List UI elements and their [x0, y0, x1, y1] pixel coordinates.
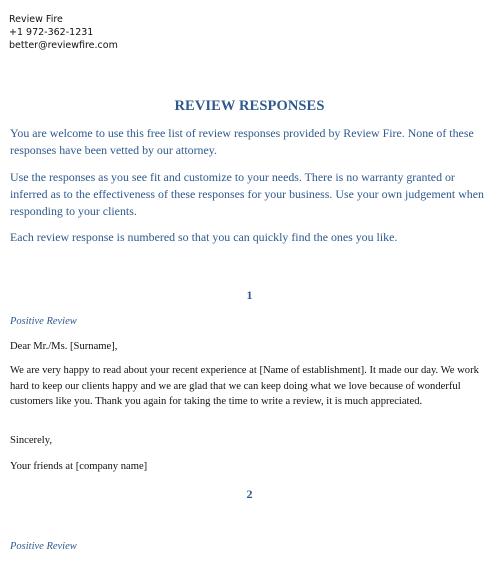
- intro-paragraph-3: Each review response is numbered so that you can quickly find the ones you like.: [10, 230, 398, 244]
- company-phone: +1 972-362-1231: [9, 27, 94, 38]
- company-email: better@reviewfire.com: [9, 40, 118, 51]
- company-name: Review Fire: [9, 14, 63, 25]
- response-greeting: Dear Mr./Ms. [Surname],: [10, 341, 118, 352]
- response-type: Positive Review: [10, 316, 77, 327]
- response-closing: Sincerely,: [10, 435, 52, 446]
- contact-block: [9, 13, 118, 52]
- document-title: REVIEW RESPONSES: [174, 98, 325, 114]
- response-type: Positive Review: [10, 541, 77, 552]
- response-number: 2: [246, 487, 253, 501]
- intro-paragraph-1: You are welcome to use this free list of review responses provided by Review Fire. None of these responses have been vetted by our attorney.: [10, 126, 474, 157]
- response-number: 1: [246, 288, 253, 302]
- intro-paragraph-2: Use the responses as you see fit and customize to your needs. There is no warranty granted or inferred as to the effectiveness of these responses for your business. Use your own judgement when responding to your clients.: [10, 170, 484, 218]
- response-signature: Your friends at [company name]: [10, 461, 148, 472]
- response-body: We are very happy to read about your recent experience at [Name of establishment]. It made our day. We work hard to keep our clients happy and we are glad that we can keep doing what we love because of wonderful customers like you. Thank you again for taking the time to write a review, it is much appreciated.: [10, 365, 479, 407]
